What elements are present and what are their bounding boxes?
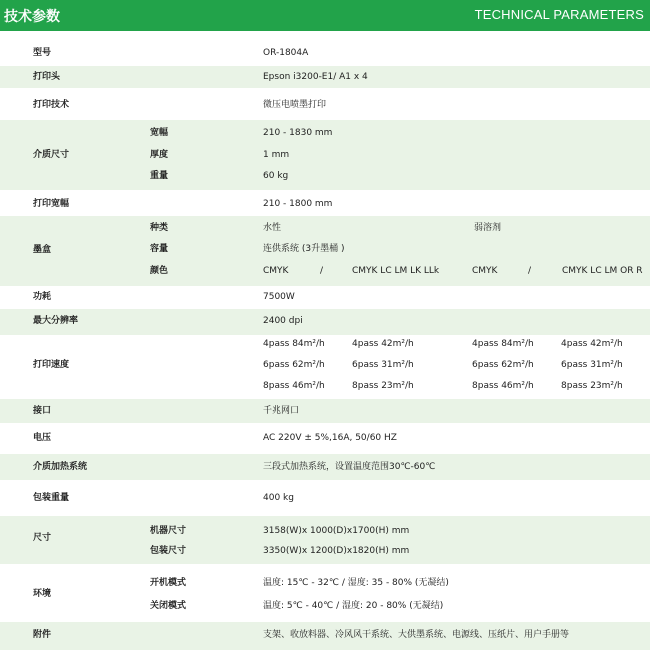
env-on-value: 温度: 15℃ - 32℃ / 湿度: 35 - 80% (无凝结) xyxy=(263,578,449,588)
header-title-en: TECHNICAL PARAMETERS xyxy=(474,7,644,22)
package-weight-value: 400 kg xyxy=(263,493,294,503)
ink-color-c1: CMYK xyxy=(263,266,289,276)
ink-capacity-label: 容量 xyxy=(150,244,169,254)
ink-label: 墨盒 xyxy=(33,245,52,255)
power-value: 7500W xyxy=(263,292,295,302)
header-title-cn: 技术参数 xyxy=(4,9,60,25)
speed-c4-6pass: 6pass 31m²/h xyxy=(561,360,623,370)
env-on-label: 开机模式 xyxy=(150,578,187,588)
power-label: 功耗 xyxy=(33,292,52,302)
speed-c1-8pass: 8pass 46m²/h xyxy=(263,381,325,391)
media-weight-value: 60 kg xyxy=(263,171,289,181)
media-weight-label: 重量 xyxy=(150,171,169,181)
speed-c2-6pass: 6pass 31m²/h xyxy=(352,360,414,370)
ink-capacity-value: 连供系统 (3升墨桶 ) xyxy=(263,244,345,254)
size-machine-value: 3158(W)x 1000(D)x1700(H) mm xyxy=(263,526,410,536)
interface-value: 千兆网口 xyxy=(263,406,300,416)
speed-c2-4pass: 4pass 42m²/h xyxy=(352,339,414,349)
env-label: 环境 xyxy=(33,589,52,599)
speed-c3-8pass: 8pass 46m²/h xyxy=(472,381,534,391)
speed-c3-4pass: 4pass 84m²/h xyxy=(472,339,534,349)
speed-c3-6pass: 6pass 62m²/h xyxy=(472,360,534,370)
head-value: Epson i3200-E1/ A1 x 4 xyxy=(263,72,368,82)
voltage-label: 电压 xyxy=(33,433,52,443)
ink-color-sep1: / xyxy=(320,266,324,276)
size-label: 尺寸 xyxy=(33,533,52,543)
speed-c2-8pass: 8pass 23m²/h xyxy=(352,381,414,391)
model-label: 型号 xyxy=(33,48,52,58)
speed-label: 打印速度 xyxy=(33,360,70,370)
row-bg-interface xyxy=(0,399,650,423)
head-label: 打印头 xyxy=(33,72,61,82)
ink-color-c4: CMYK LC LM OR R xyxy=(562,266,643,276)
env-off-value: 温度: 5℃ - 40℃ / 湿度: 20 - 80% (无凝结) xyxy=(263,601,444,611)
speed-c1-6pass: 6pass 62m²/h xyxy=(263,360,325,370)
voltage-value: AC 220V ± 5%,16A, 50/60 HZ xyxy=(263,433,397,443)
heating-value: 三段式加热系统，设置温度范围30℃-60℃ xyxy=(263,462,436,472)
resolution-value: 2400 dpi xyxy=(263,316,303,326)
ink-type-water: 水性 xyxy=(263,223,282,233)
row-bg-resolution xyxy=(0,309,650,335)
print-width-value: 210 - 1800 mm xyxy=(263,199,333,209)
speed-c4-4pass: 4pass 42m²/h xyxy=(561,339,623,349)
tech-label: 打印技术 xyxy=(33,100,70,110)
resolution-label: 最大分辨率 xyxy=(33,316,79,326)
media-thickness-label: 厚度 xyxy=(150,150,169,160)
media-thickness-value: 1 mm xyxy=(263,150,290,160)
heating-label: 介质加热系统 xyxy=(33,462,88,472)
ink-color-c3: CMYK xyxy=(472,266,498,276)
media-width-value: 210 - 1830 mm xyxy=(263,128,333,138)
ink-type-label: 种类 xyxy=(150,223,169,233)
header-bar xyxy=(0,0,650,31)
size-package-value: 3350(W)x 1200(D)x1820(H) mm xyxy=(263,546,410,556)
package-weight-label: 包装重量 xyxy=(33,493,70,503)
size-machine-label: 机器尺寸 xyxy=(150,526,187,536)
size-package-label: 包装尺寸 xyxy=(150,546,187,556)
speed-c4-8pass: 8pass 23m²/h xyxy=(561,381,623,391)
ink-color-sep2: / xyxy=(528,266,532,276)
interface-label: 接口 xyxy=(33,406,52,416)
accessories-label: 附件 xyxy=(33,630,52,640)
tech-value: 微压电喷墨打印 xyxy=(263,100,327,110)
accessories-value: 支架、收放料器、冷风风干系统、大供墨系统、电源线、压纸片、用户手册等 xyxy=(263,630,570,640)
model-value: OR-1804A xyxy=(263,48,309,58)
media-label: 介质尺寸 xyxy=(33,150,70,160)
speed-c1-4pass: 4pass 84m²/h xyxy=(263,339,325,349)
ink-type-solvent: 弱溶剂 xyxy=(474,223,502,233)
print-width-label: 打印宽幅 xyxy=(33,199,70,209)
media-width-label: 宽幅 xyxy=(150,128,169,138)
ink-color-label: 颜色 xyxy=(150,266,169,276)
ink-color-c2: CMYK LC LM LK LLk xyxy=(352,266,440,276)
env-off-label: 关闭模式 xyxy=(150,601,187,611)
